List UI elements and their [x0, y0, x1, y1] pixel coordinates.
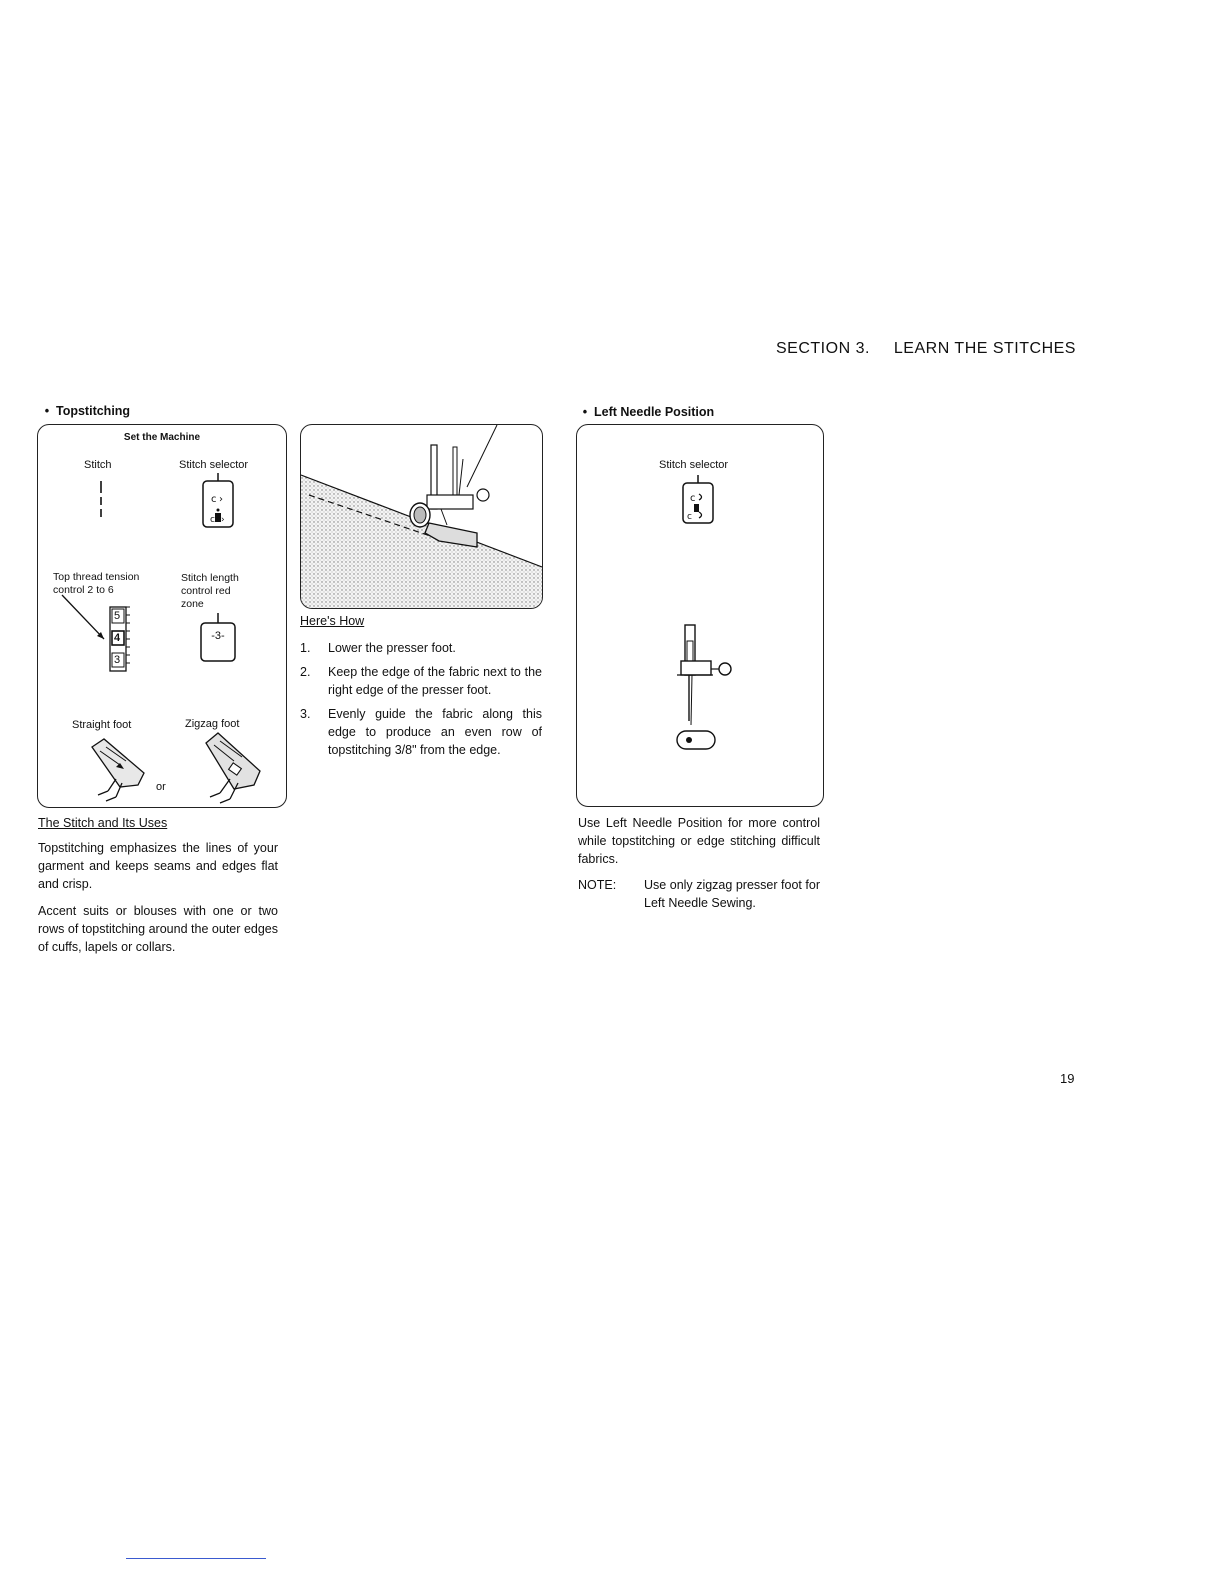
- stitch-length-value: -3-: [211, 630, 225, 642]
- topstitching-paragraph-1: Topstitching emphasizes the lines of your garment and keeps seams and edges flat and crisp.: [38, 841, 278, 891]
- length-label: Stitch length control red zone: [181, 572, 239, 610]
- note-text: Use only zigzag presser foot for Left Needle Sewing.: [644, 878, 820, 910]
- step-number: 2.: [300, 665, 311, 679]
- left-needle-heading: [576, 405, 714, 419]
- left-needle-illustration: [673, 621, 743, 755]
- fabric-under-presser-foot-illustration: [301, 425, 542, 608]
- topstitching-title: Topstitching: [56, 404, 131, 418]
- section-title: LEARN THE STITCHES: [893, 340, 1076, 357]
- svg-text:c: c: [687, 512, 692, 522]
- left-needle-selector-label: Stitch selector: [659, 459, 729, 471]
- heres-how-steps: [300, 639, 542, 765]
- set-machine-box: [37, 424, 287, 808]
- section-header: [776, 340, 1076, 358]
- step-text: Evenly guide the fabric along this edge to produce an even row of topstitching 3/8" from the edge.: [328, 707, 542, 757]
- step-number: 1.: [300, 641, 311, 655]
- footer-rule: [126, 1558, 266, 1559]
- left-needle-selector-dial-icon: [680, 475, 716, 527]
- straight-foot-label: Straight foot: [72, 719, 132, 731]
- stitch-uses-heading: The Stitch and Its Uses: [38, 816, 168, 830]
- zigzag-foot-icon: [198, 731, 264, 805]
- left-needle-note: [578, 876, 820, 912]
- topstitching-heading: [38, 404, 130, 418]
- tension-label: Top thread tension control 2 to 6: [53, 571, 140, 596]
- stitch-selector-label: Stitch selector: [179, 459, 249, 471]
- note-label: NOTE:: [578, 878, 617, 892]
- left-needle-title: Left Needle Position: [594, 405, 715, 419]
- svg-text:c: c: [210, 515, 215, 525]
- step-text: Lower the presser foot.: [328, 641, 456, 655]
- left-needle-box: [576, 424, 824, 807]
- topstitching-paragraph-2: Accent suits or blouses with one or two rows of topstitching around the outer edges of cuffs, lapels or collars.: [38, 904, 278, 954]
- or-label: or: [156, 781, 166, 793]
- page-number: 19: [1060, 1071, 1075, 1086]
- section-number: SECTION 3.: [776, 340, 870, 357]
- bullet: •: [582, 405, 588, 419]
- step-3: [300, 705, 542, 759]
- svg-text:›: ›: [221, 515, 225, 525]
- straight-stitch-icon: [98, 479, 108, 519]
- heres-how-heading: Here's How: [300, 614, 365, 628]
- straight-foot-icon: [86, 737, 150, 803]
- bullet: •: [44, 404, 50, 418]
- svg-text:c: c: [690, 493, 696, 504]
- svg-text:c: c: [211, 494, 217, 505]
- svg-text:›: ›: [219, 494, 223, 505]
- tension-number-3: 3: [114, 654, 121, 666]
- left-needle-paragraph: Use Left Needle Position for more control while topstitching or edge stitching difficult fabrics.: [578, 816, 820, 866]
- step-2: [300, 663, 542, 699]
- stitch-selector-dial-icon: [200, 473, 236, 531]
- step-text: Keep the edge of the fabric next to the right edge of the presser foot.: [328, 665, 542, 697]
- tension-number-5: 5: [114, 610, 121, 622]
- tension-number-4: 4: [114, 632, 121, 644]
- step-1: [300, 639, 542, 657]
- zigzag-foot-label: Zigzag foot: [185, 718, 240, 730]
- presser-foot-illustration-box: [300, 424, 543, 609]
- stitch-label: Stitch: [84, 459, 112, 471]
- step-number: 3.: [300, 707, 311, 721]
- set-machine-title: Set the Machine: [123, 432, 201, 443]
- tension-dial-icon: [58, 593, 148, 677]
